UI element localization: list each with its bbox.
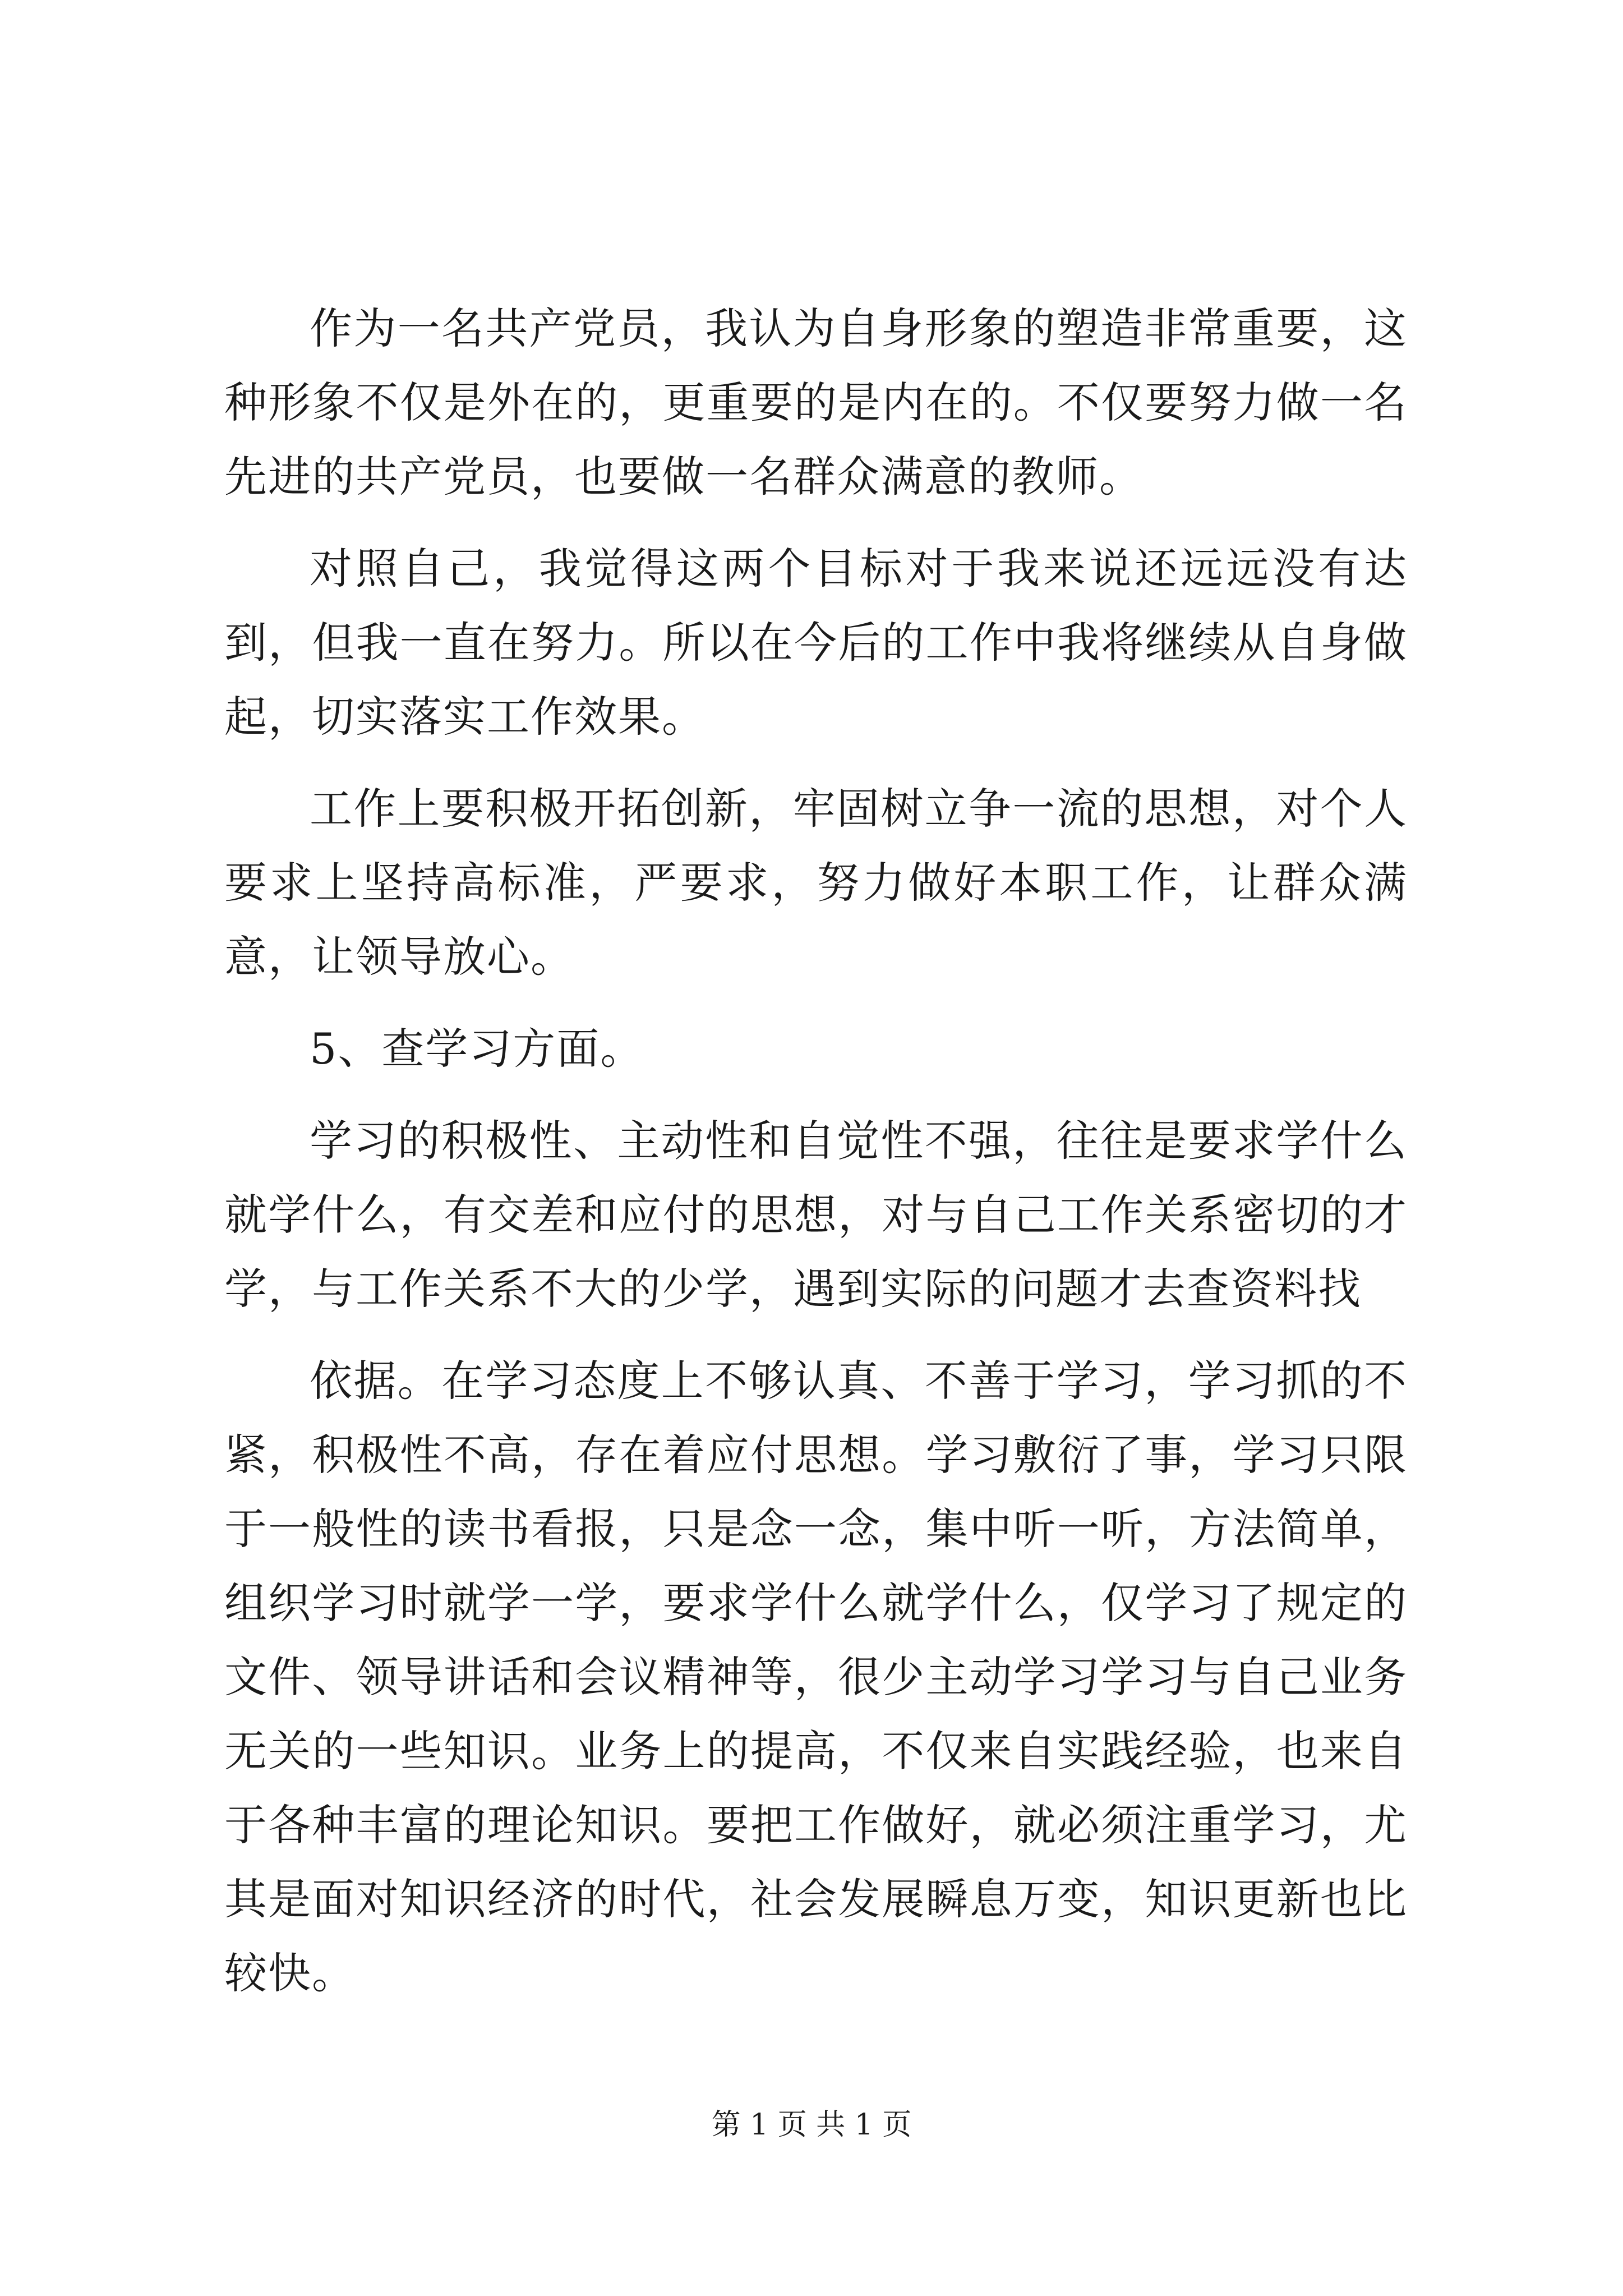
paragraph-study-details: 依据。在学习态度上不够认真、不善于学习，学习抓的不紧，积极性不高，存在着应付思想。学习敷衍了事，学习只限于一般性的读书看报，只是念一念，集中听一听，方法简单，组织学习时就学一学，要求学什么就学什么，仅学习了规定的文件、领导讲话和会议精神等，很少主动学习学习与自己业务无关的一些知识。业务上的提高，不仅来自实践经验，也来自于各种丰富的理论知识。要把工作做好，就必须注重学习，尤其是面对知识经济的时代，社会发展瞬息万变，知识更新也比较快。: [224, 1356, 1408, 1998]
document-body: [224, 292, 1408, 2028]
paragraph-self-comparison: 对照自己，我觉得这两个目标对于我来说还远远没有达到，但我一直在努力。所以在今后的工作中我将继续从自身做起，切实落实工作效果。: [224, 544, 1408, 742]
paragraph-study-attitude: 学习的积极性、主动性和自觉性不强，往往是要求学什么就学什么，有交差和应付的思想，对与自己工作关系密切的才学，与工作关系不大的少学，遇到实际的问题才去查资料找: [224, 1116, 1408, 1314]
section-heading-study: 5、查学习方面。: [310, 1024, 644, 1074]
page-number-footer: 第 1 页 共 1 页: [711, 2108, 912, 2142]
paragraph-work-innovation: 工作上要积极开拓创新，牢固树立争一流的思想，对个人要求上坚持高标准，严要求，努力做好本职工作，让群众满意，让领导放心。: [224, 784, 1408, 982]
paragraph-party-image: 作为一名共产党员，我认为自身形象的塑造非常重要，这种形象不仅是外在的，更重要的是内在的。不仅要努力做一名先进的共产党员，也要做一名群众满意的教师。: [224, 303, 1408, 501]
